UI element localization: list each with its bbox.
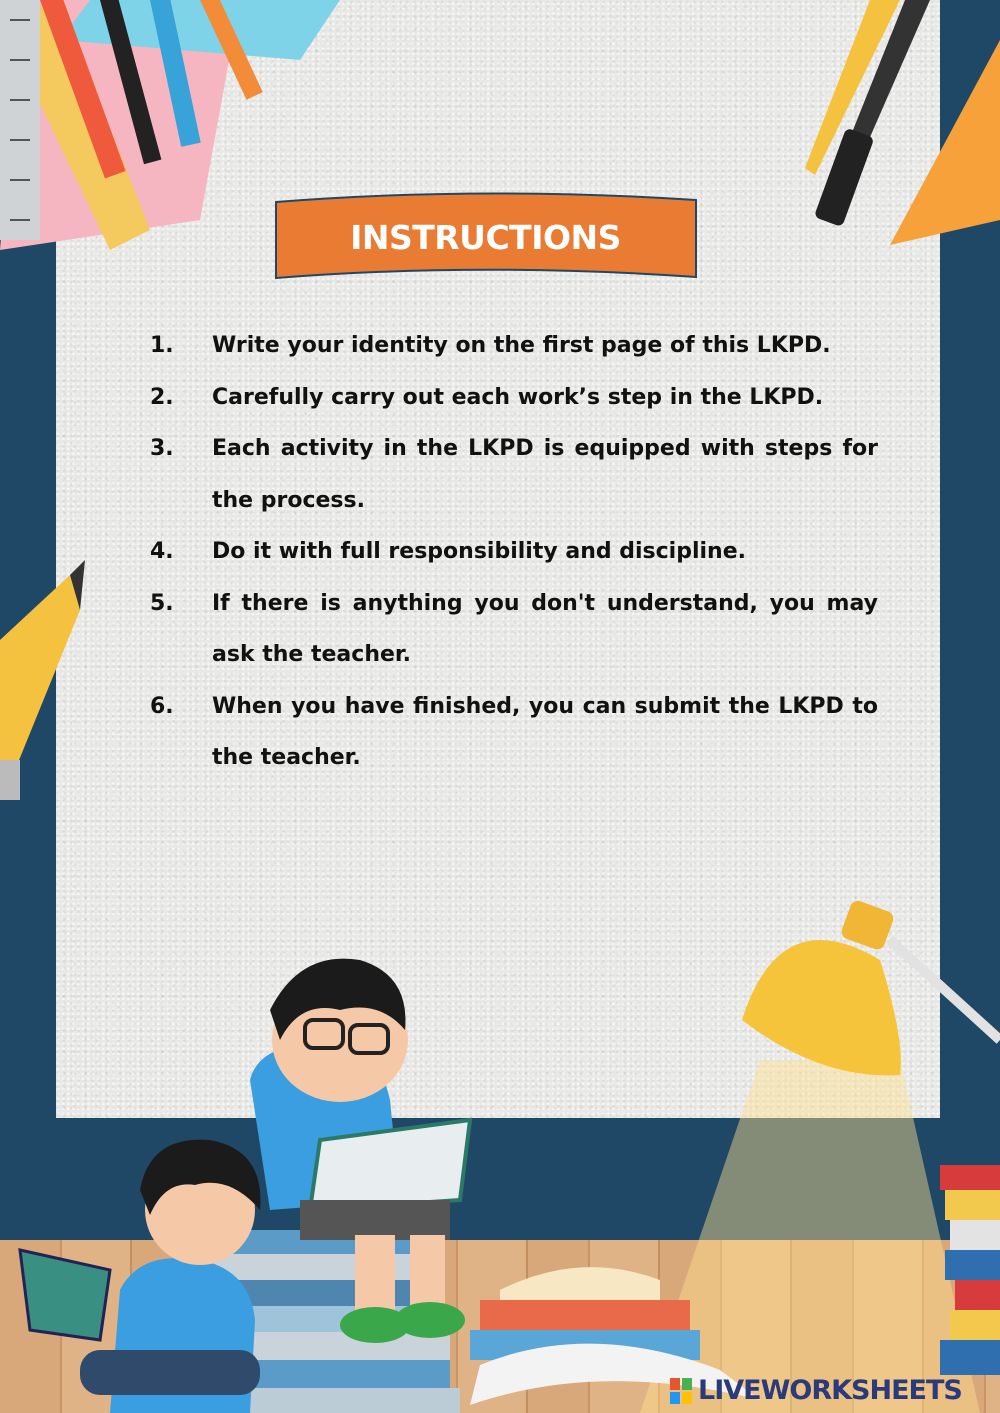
item-text: If there is anything you don't understand, you may ask the teacher. (212, 590, 878, 667)
list-item (150, 372, 878, 424)
pencils-top-right-icon (805, 0, 1000, 245)
list-item (150, 578, 878, 681)
item-number: 2. (150, 384, 174, 410)
item-text: Each activity in the LKPD is equipped with steps for the process. (212, 436, 878, 513)
liveworksheets-logo-icon (670, 1378, 692, 1404)
item-text: Write your identity on the first page of this LKPD. (212, 333, 831, 358)
list-item (150, 320, 878, 372)
boy-reading-bottom-icon (20, 1140, 260, 1413)
book-stack-right-icon (940, 1165, 1000, 1375)
footer-brand: LIVEWORKSHEETS (698, 1375, 962, 1406)
page-title: INSTRUCTIONS (350, 218, 621, 257)
item-text: Do it with full responsibility and discipline. (212, 539, 746, 564)
list-item (150, 526, 878, 578)
instructions-list (150, 320, 878, 784)
item-number: 6. (150, 693, 174, 719)
list-item (150, 681, 878, 784)
list-item (150, 423, 878, 526)
pencil-left-icon (0, 560, 85, 800)
item-number: 3. (150, 436, 174, 461)
item-text: Carefully carry out each work’s step in the LKPD. (212, 384, 824, 410)
item-number: 1. (150, 333, 174, 358)
item-text: When you have finished, you can submit the LKPD to the teacher. (212, 693, 878, 770)
item-number: 4. (150, 539, 174, 564)
item-number: 5. (150, 590, 174, 616)
